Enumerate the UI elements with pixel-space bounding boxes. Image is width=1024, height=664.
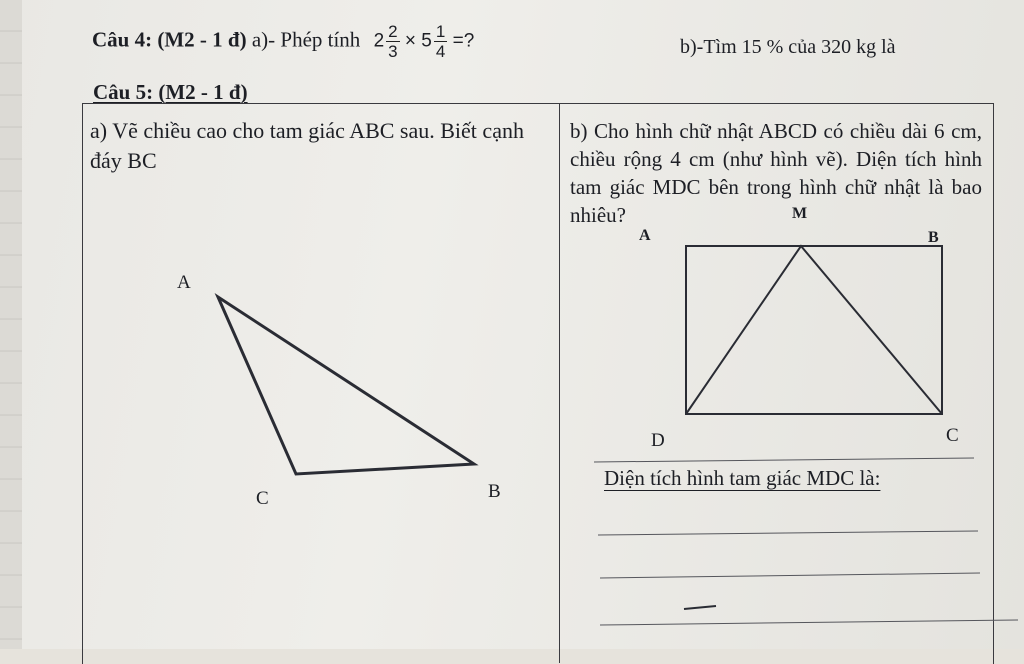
equals-question: =?: [452, 30, 475, 52]
triangle-vertex-a-label: A: [177, 272, 191, 293]
rect-vertex-b-label: B: [928, 229, 939, 246]
whole-number-1: 2: [373, 30, 385, 52]
answer-prompt: Diện tích hình tam giác MDC là:: [604, 466, 881, 490]
triangle-abc: [218, 297, 474, 474]
fraction-2-denominator: 4: [435, 42, 446, 61]
whole-number-2: 5: [421, 30, 432, 52]
fraction-1-numerator: 2: [388, 22, 398, 41]
question-4b-text: b)-Tìm 15 % của 320 kg là: [680, 36, 896, 58]
answer-line-2: [598, 531, 978, 535]
triangle-vertex-c-label: C: [256, 488, 269, 509]
answer-line-1: [594, 458, 974, 462]
question-4-heading: Câu 4: (M2 - 1 đ): [92, 27, 247, 52]
fraction-1-denominator: 3: [388, 42, 398, 61]
multiply-sign: ×: [404, 30, 416, 52]
fraction-2-numerator: 1: [435, 22, 446, 41]
rect-point-m-label: M: [792, 205, 808, 222]
question-5-heading: Câu 5: (M2 - 1 đ): [93, 80, 248, 104]
rectangle-abcd: [686, 246, 942, 414]
answer-line-4: [600, 620, 1018, 625]
rect-vertex-d-label: D: [651, 430, 665, 451]
pen-mark: [684, 606, 716, 609]
question-4a-label: a)- Phép tính: [251, 27, 361, 52]
rect-vertex-a-label: A: [639, 227, 651, 244]
triangle-mdc: [686, 246, 942, 414]
rect-vertex-c-label: C: [946, 425, 959, 446]
triangle-vertex-b-label: B: [488, 481, 501, 502]
question-5b-text: b) Cho hình chữ nhật ABCD có chiều dài 6 cm, chiều rộng 4 cm (như hình vẽ). Diện tích hình tam giác MDC bên trong hình chữ nhật là bao nhiêu?: [570, 119, 982, 227]
answer-line-3: [600, 573, 980, 578]
question-5a-text: a) Vẽ chiều cao cho tam giác ABC sau. Biết cạnh đáy BC: [90, 118, 524, 173]
